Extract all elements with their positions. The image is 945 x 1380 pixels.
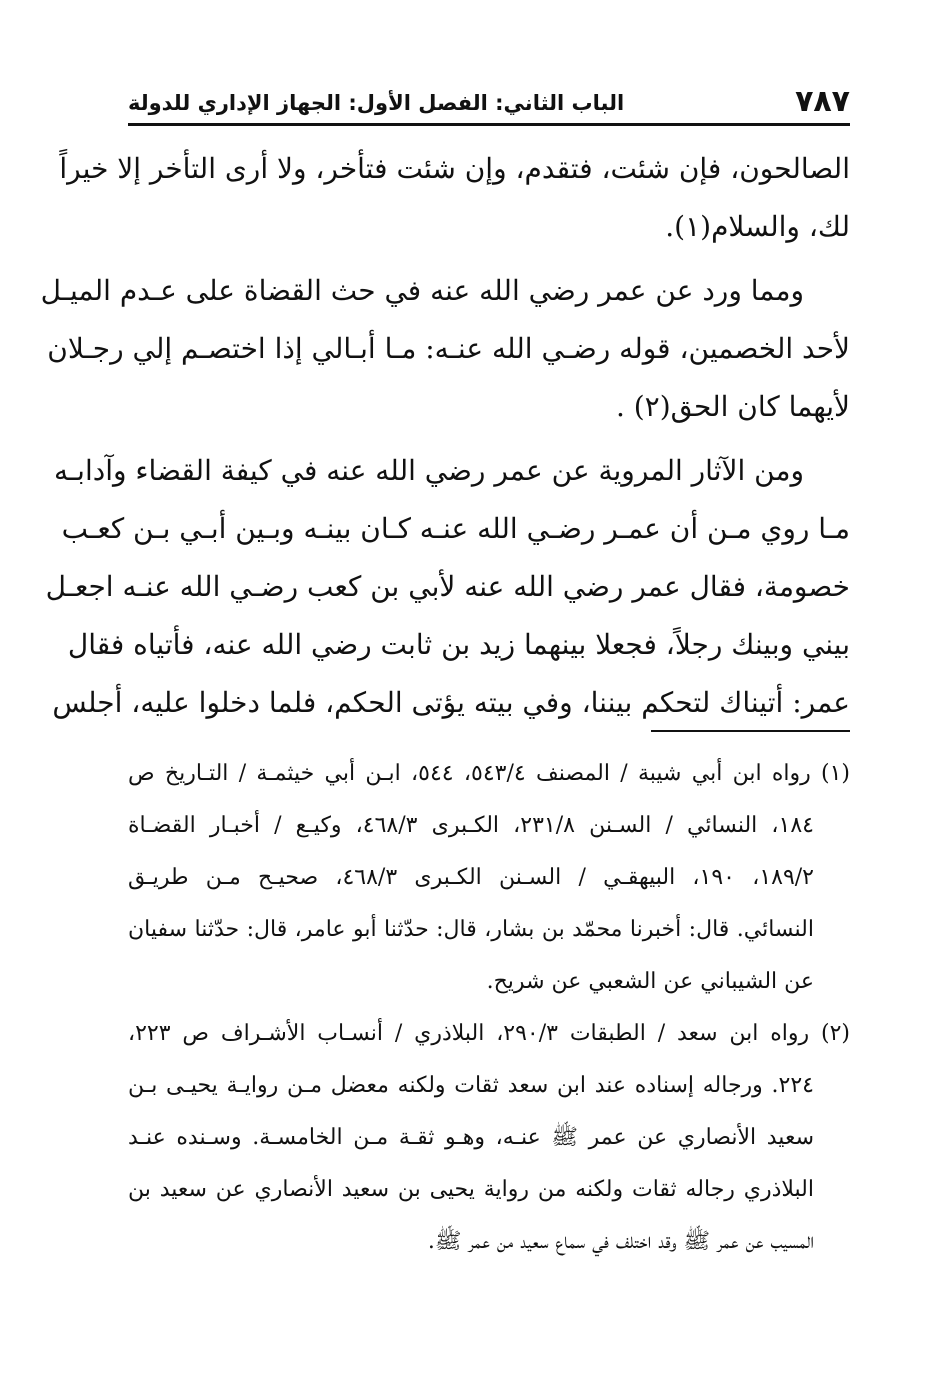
paragraph-2 xyxy=(40,262,850,436)
text-line: عمر: أتيناك لتحكم بيننا، وفي بيته يؤتى الحكم، فلما دخلوا عليه، أجلس xyxy=(52,686,850,719)
footnotes xyxy=(128,748,850,1268)
footnote-2 xyxy=(128,1008,850,1268)
footnote-line: (١) رواه ابن أبي شيبة / المصنف ٥٤٣/٤، ٥٤٤، ابـن أبي خيثمـة / التـاريخ ص xyxy=(128,761,851,786)
text-line: الصالحون، فإن شئت، فتقدم، وإن شئت فتأخر، ولا أرى التأخر إلا خيراً xyxy=(59,152,850,185)
footnote-line: ١٨٩/٢، ١٩٠، البيهقـي / السـنن الكـبرى ٤٦٨/٣، صحيـح مـن طريـق xyxy=(128,865,814,890)
text-line: لأحد الخصمين، قوله رضـي الله عنـه: مـا أبـالي إذا اختصـم إلي رجـلان xyxy=(47,332,850,365)
text-line: خصومة، فقال عمر رضي الله عنه لأبي بن كعب رضـي الله عنـه اجعـل xyxy=(45,570,850,603)
main-text xyxy=(40,140,850,738)
footnote-line: ١٨٤، النسائي / السـنن ٢٣١/٨، الكـبرى ٤٦٨/٣، وكيـع / أخبـار القضـاة xyxy=(128,813,814,838)
text-line: مـا روي مـن أن عمـر رضـي الله عنـه كـان بينـه وبـين أبـي بـن كعـب xyxy=(61,512,850,545)
footnote-line: عن الشيباني عن الشعبي عن شريح. xyxy=(486,969,814,994)
running-title: الباب الثاني: الفصل الأول: الجهاز الإداري للدولة xyxy=(128,91,625,115)
footnote-line: النسائي. قال: أخبرنا محمّد بن بشار، قال: حدّثنا أبو عامر، قال: حدّثنا سفيان xyxy=(128,917,814,942)
text-line: ومما ورد عن عمر رضي الله عنه في حث القضاة على عـدم الميـل xyxy=(40,274,804,307)
footnote-line: سعيد الأنصاري عن عمر ﷺ عنـه، وهـو ثقـة مـن الخامسـة. وسـنده عنـد xyxy=(128,1125,814,1150)
text-line: بيني وبينك رجلاً، فجعلا بينهما زيد بن ثابت رضي الله عنه، فأتياه فقال xyxy=(67,628,850,661)
text-line: لأيهما كان الحق(٢) . xyxy=(615,390,850,423)
page-header xyxy=(128,84,850,124)
footnote-line: (٢) رواه ابن سعد / الطبقات ٢٩٠/٣، البلاذري / أنسـاب الأشـراف ص ٢٢٣، xyxy=(128,1021,850,1046)
footnote-line: البلاذري رجاله ثقات ولكنه من رواية يحيى بن سعيد الأنصاري عن سعيد بن xyxy=(128,1177,814,1202)
footnote-separator xyxy=(651,730,850,732)
footnote-1 xyxy=(128,748,850,1008)
paragraph-1 xyxy=(59,140,850,256)
page-number: ٧٨٧ xyxy=(795,84,850,119)
text-line: ومن الآثار المروية عن عمر رضي الله عنه في كيفة القضاء وآدابـه xyxy=(53,454,804,487)
paragraph-3 xyxy=(45,442,850,732)
header-rule xyxy=(128,123,850,126)
footnote-line: ٢٢٤. ورجاله إسناده عند ابن سعد ثقات ولكنه معضل مـن روايـة يحيـى بـن xyxy=(128,1073,814,1098)
footnote-line: المسيب عن عمر ﷺ وقد اختلف في سماع سعيد من عمر ﷺ. xyxy=(427,1229,814,1254)
text-line: لك، والسلام(١). xyxy=(665,210,850,243)
